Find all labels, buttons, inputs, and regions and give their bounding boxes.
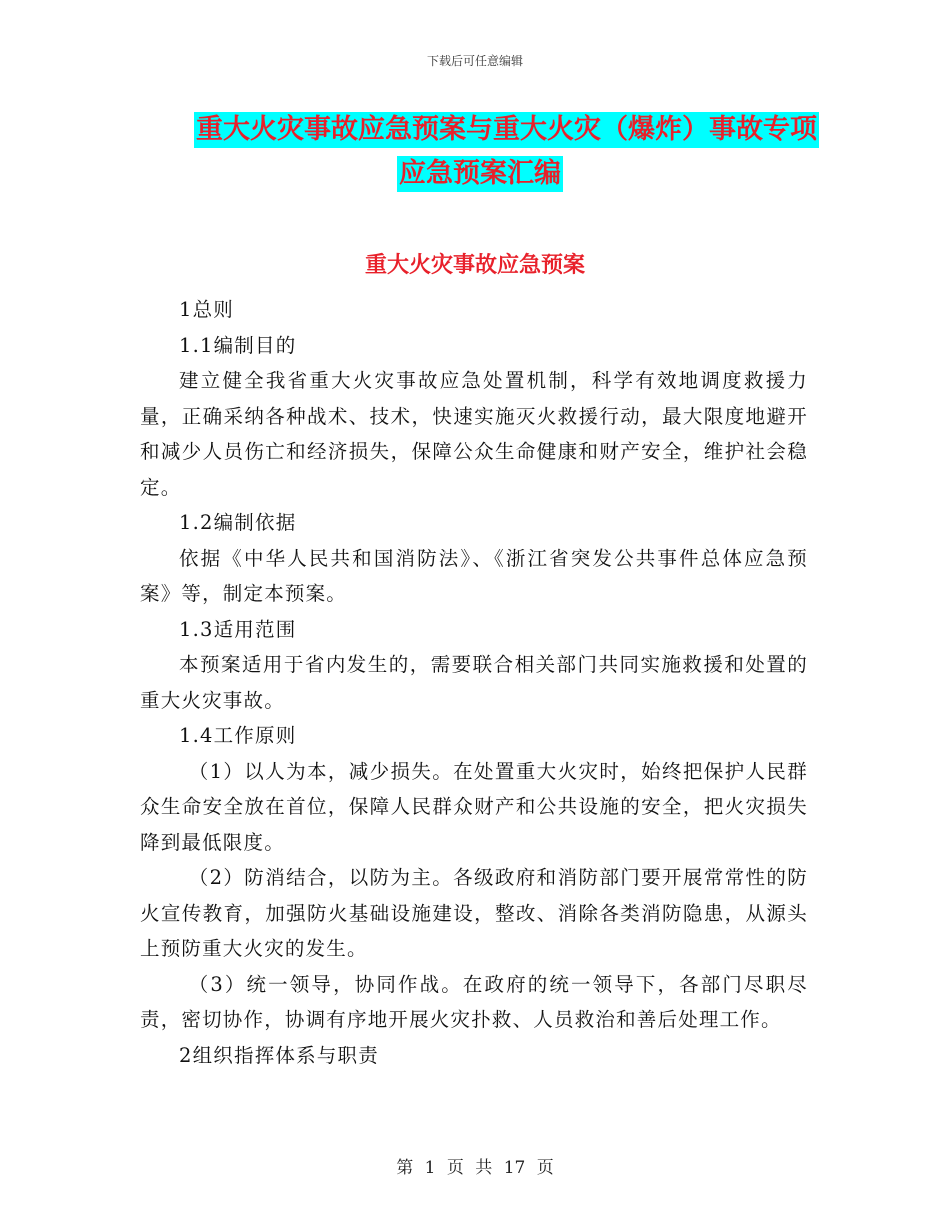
page-footer: 第 1 页 共 17 页 — [396, 1158, 554, 1178]
heading-scope: 1.3适用范围 — [179, 617, 297, 641]
principle-item-1: （1）以人为本，减少损失。在处置重大火灾时，始终把保护人民群众生命安全放在首位，保障人民群众财产和公共设施的安全，把火灾损失降到最低限度。 — [140, 759, 808, 854]
heading-organization: 2组织指挥体系与职责 — [179, 1043, 379, 1067]
principle-item-2: （2）防消结合，以防为主。各级政府和消防部门要开展常常性的防火宣传教育，加强防火基础设施建设，整改、消除各类消防隐患，从源头上预防重大火灾的发生。 — [140, 866, 808, 960]
paragraph-scope: 本预案适用于省内发生的，需要联合相关部门共同实施救援和处置的重大火灾事故。 — [140, 653, 808, 712]
heading-purpose: 1.1编制目的 — [179, 333, 297, 357]
principle-item-3: （3）统一领导，协同作战。在政府的统一领导下，各部门尽职尽责，密切协作，协调有序地开展火灾扑救、人员救治和善后处理工作。 — [140, 972, 808, 1031]
header-note: 下载后可任意编辑 — [426, 54, 523, 68]
heading-basis: 1.2编制依据 — [179, 511, 297, 534]
paragraph-purpose: 建立健全我省重大火灾事故应急处置机制，科学有效地调度救援力量，正确采纳各种战术、技术，快速实施灭火救援行动，最大限度地避开和减少人员伤亡和经济损失，保障公众生命健康和财产安全，维护社会稳定。 — [140, 369, 808, 499]
document-body — [140, 292, 808, 1073]
paragraph-basis: 依据《中华人民共和国消防法》、《浙江省突发公共事件总体应急预案》等，制定本预案。 — [140, 546, 808, 605]
heading-general: 1总则 — [179, 298, 235, 321]
heading-principles: 1.4工作原则 — [179, 724, 297, 747]
section-title: 重大火灾事故应急预案 — [364, 253, 585, 278]
document-title-line-2: 应急预案汇编 — [397, 156, 563, 192]
document-title-line-1: 重大火灾事故应急预案与重大火灾（爆炸）事故专项 — [194, 112, 819, 148]
